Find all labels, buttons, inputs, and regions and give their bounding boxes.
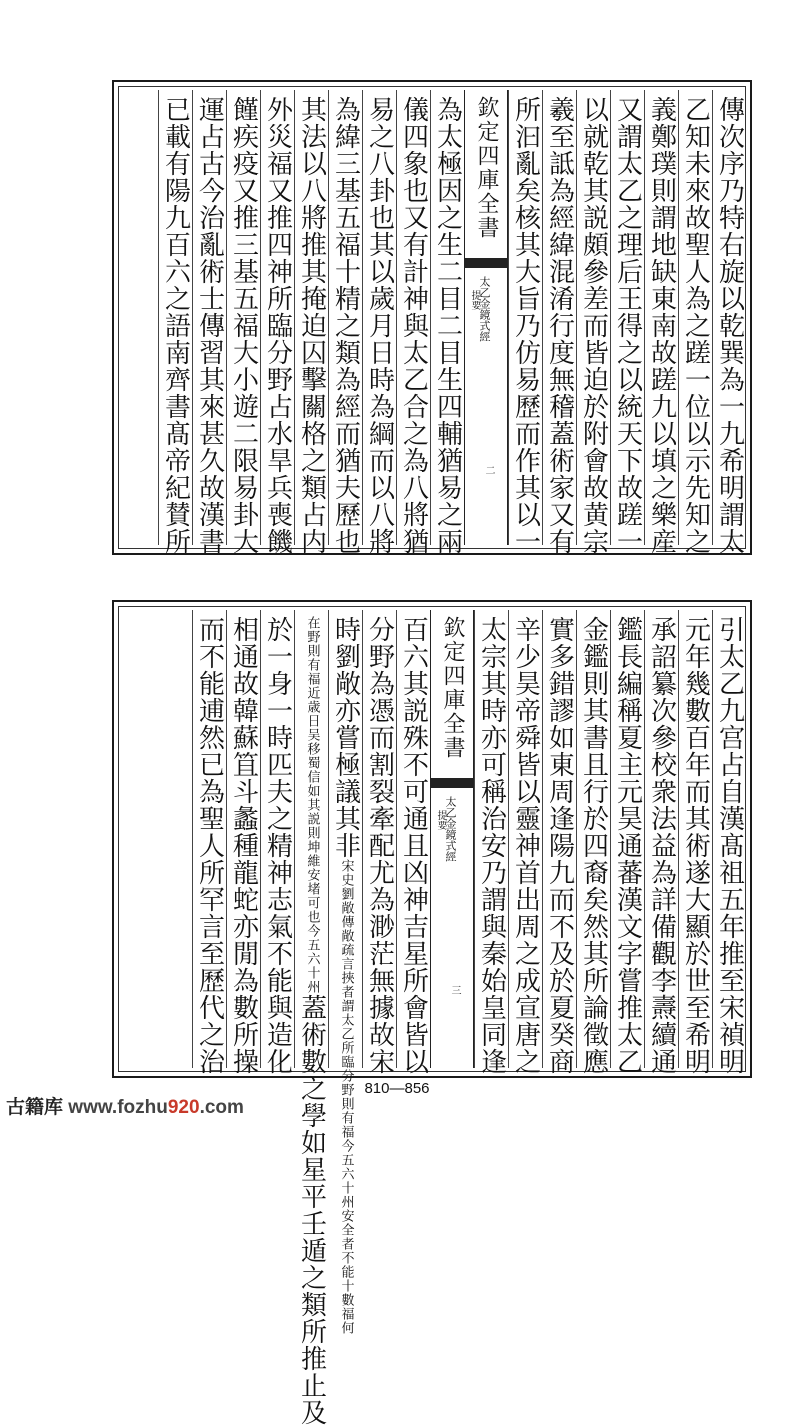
- column-text: 辛少昊帝舜皆以靈神首出周之成宣唐之: [510, 616, 541, 1075]
- annotation-text: 在野則有福近歳日吴移蜀信如其説則坤維安堵可也今五六十州: [304, 616, 320, 994]
- section-label: 提要: [469, 290, 480, 310]
- column-text: 引太乙九宫占自漢髙祖五年推至宋禎明: [714, 616, 745, 1075]
- column-text: 其法以八將推其掩迫囚擊關格之類占内: [296, 96, 327, 555]
- column-text: 於一身一時匹夫之精神志氣不能與造化: [262, 616, 293, 1075]
- text-column: [430, 90, 464, 555]
- column-text: 乙知未來故聖人為之蹉一位以示先知之: [680, 96, 711, 555]
- text-column: [328, 90, 362, 555]
- text-column: [508, 610, 542, 1075]
- text-column: [192, 610, 226, 1075]
- folio-number: 三: [449, 985, 460, 995]
- watermark-url-a: www.fozhu: [68, 1097, 168, 1118]
- text-column: [474, 610, 508, 1075]
- column-segment: 蓋術數之學如星平壬遁之類所推止及: [296, 994, 327, 1426]
- fish-tail-mark: [465, 258, 507, 268]
- text-column: [644, 610, 678, 1075]
- column-text: 易之八卦也其以歲月日時為綱而以八將: [364, 96, 395, 555]
- text-column: [610, 610, 644, 1075]
- column-text: 承詔纂次參校衆法益為詳備觀李燾續通: [646, 616, 677, 1075]
- annotation-text: 宋史劉敞傳敞疏言挾者謂太乙所臨分野則有福今五六十州安全者不能十數福何: [338, 859, 354, 1335]
- page-number: 810—856: [364, 1080, 430, 1097]
- column-text: 實多錯謬如東周逢陽九而不及於夏癸商: [544, 616, 575, 1075]
- text-column: [294, 610, 328, 1426]
- column-text: 又謂太乙之理后王得之以統天下故蹉一: [612, 96, 643, 555]
- book-subtitle: 太乙金鏡式經: [478, 276, 491, 342]
- center-strip: [430, 610, 474, 1068]
- column-text: 所汩亂矣核其大旨乃仿易歷而作其以一: [510, 96, 541, 555]
- column-text: 而不能逋然已為聖人所罕言至歷代之治: [194, 616, 225, 1075]
- column-text: 運占古今治亂術士傳習其來甚久故漢書: [194, 96, 225, 555]
- text-column: [260, 90, 294, 555]
- column-text: 傳次序乃特右旋以乾巽為一九希明謂太: [714, 96, 745, 555]
- section-label: 提要: [435, 810, 446, 830]
- column-text: 為緯三基五福十精之類為經而猶夫歷也: [330, 96, 361, 555]
- text-column: [260, 610, 294, 1075]
- text-column: [678, 610, 712, 1075]
- text-column: [508, 90, 542, 555]
- text-column: [712, 90, 746, 555]
- folio-number: 二: [483, 465, 494, 475]
- text-column: [396, 610, 430, 1075]
- column-text: 分野為憑而割裂牽配尤為渺茫無據故宋: [364, 616, 395, 1075]
- column-segment: 時劉: [330, 616, 361, 670]
- text-column: [396, 90, 430, 555]
- column-text: 儀四象也又有計神與太乙合之為八將猶: [398, 96, 429, 555]
- column-text: 鑑長編稱夏主元昊通蕃漢文字嘗推太乙: [612, 616, 643, 1075]
- column-text: 相通故韓蘇笡斗蠡種龍蛇亦閒為數所操: [228, 616, 259, 1075]
- text-column: [362, 610, 396, 1075]
- column-segment: 敞亦嘗極議其非: [330, 670, 361, 859]
- page-upper: [112, 80, 752, 555]
- text-column: [542, 90, 576, 555]
- columns-upper: [122, 90, 745, 555]
- text-column: [362, 90, 396, 555]
- book-title: 欽定四庫全書: [440, 616, 465, 760]
- text-column: [644, 90, 678, 555]
- column-text: 外災福又推四神所臨分野占水旱兵喪饑: [262, 96, 293, 555]
- fish-tail-mark: [431, 778, 473, 788]
- text-column: [610, 90, 644, 555]
- text-column: [678, 90, 712, 555]
- text-column: [712, 610, 746, 1075]
- column-text: 太宗其時亦可稱治安乃謂與秦始皇同逢: [476, 616, 507, 1075]
- book-title: 欽定四庫全書: [474, 96, 499, 240]
- text-column: [192, 90, 226, 555]
- watermark-name: 古籍库: [6, 1097, 64, 1118]
- text-column: [158, 90, 192, 555]
- column-text: 以就乾其説頗參差而皆迫於附會故黄宗: [578, 96, 609, 555]
- text-column: [576, 610, 610, 1075]
- text-column: [294, 90, 328, 555]
- book-subtitle: 太乙金鏡式經: [444, 796, 457, 862]
- column-text: 百六其説殊不可通且凶神吉星所會皆以: [398, 616, 429, 1075]
- column-text: [329, 616, 363, 1335]
- column-text: 金鑑則其書且行於四裔矣然其所論徵應: [578, 616, 609, 1075]
- text-column: [576, 90, 610, 555]
- column-text: 為太極因之生二目二目生四輔猶易之兩: [432, 96, 463, 555]
- watermark-logo: [6, 1092, 244, 1119]
- column-text: 義鄭璞則謂地缺東南故蹉九以填之樂産: [646, 96, 677, 555]
- column-text: 元年幾數百年而其術遂大顯於世至希明: [680, 616, 711, 1075]
- watermark-url-b: 920: [167, 1097, 200, 1118]
- watermark-url-c: .com: [199, 1097, 244, 1118]
- column-text: 已載有陽九百六之語南齊書髙帝紀賛所: [160, 96, 191, 555]
- text-column: [328, 610, 362, 1335]
- column-text: [295, 616, 329, 1426]
- text-column: [226, 610, 260, 1075]
- text-column: [542, 610, 576, 1075]
- text-column: [226, 90, 260, 555]
- column-text: 羲至詆為經緯混淆行度無稽蓋術家又有: [544, 96, 575, 555]
- center-strip: [464, 90, 508, 545]
- column-text: 饉疾疫又推三基五福大小遊二限易卦大: [228, 96, 259, 555]
